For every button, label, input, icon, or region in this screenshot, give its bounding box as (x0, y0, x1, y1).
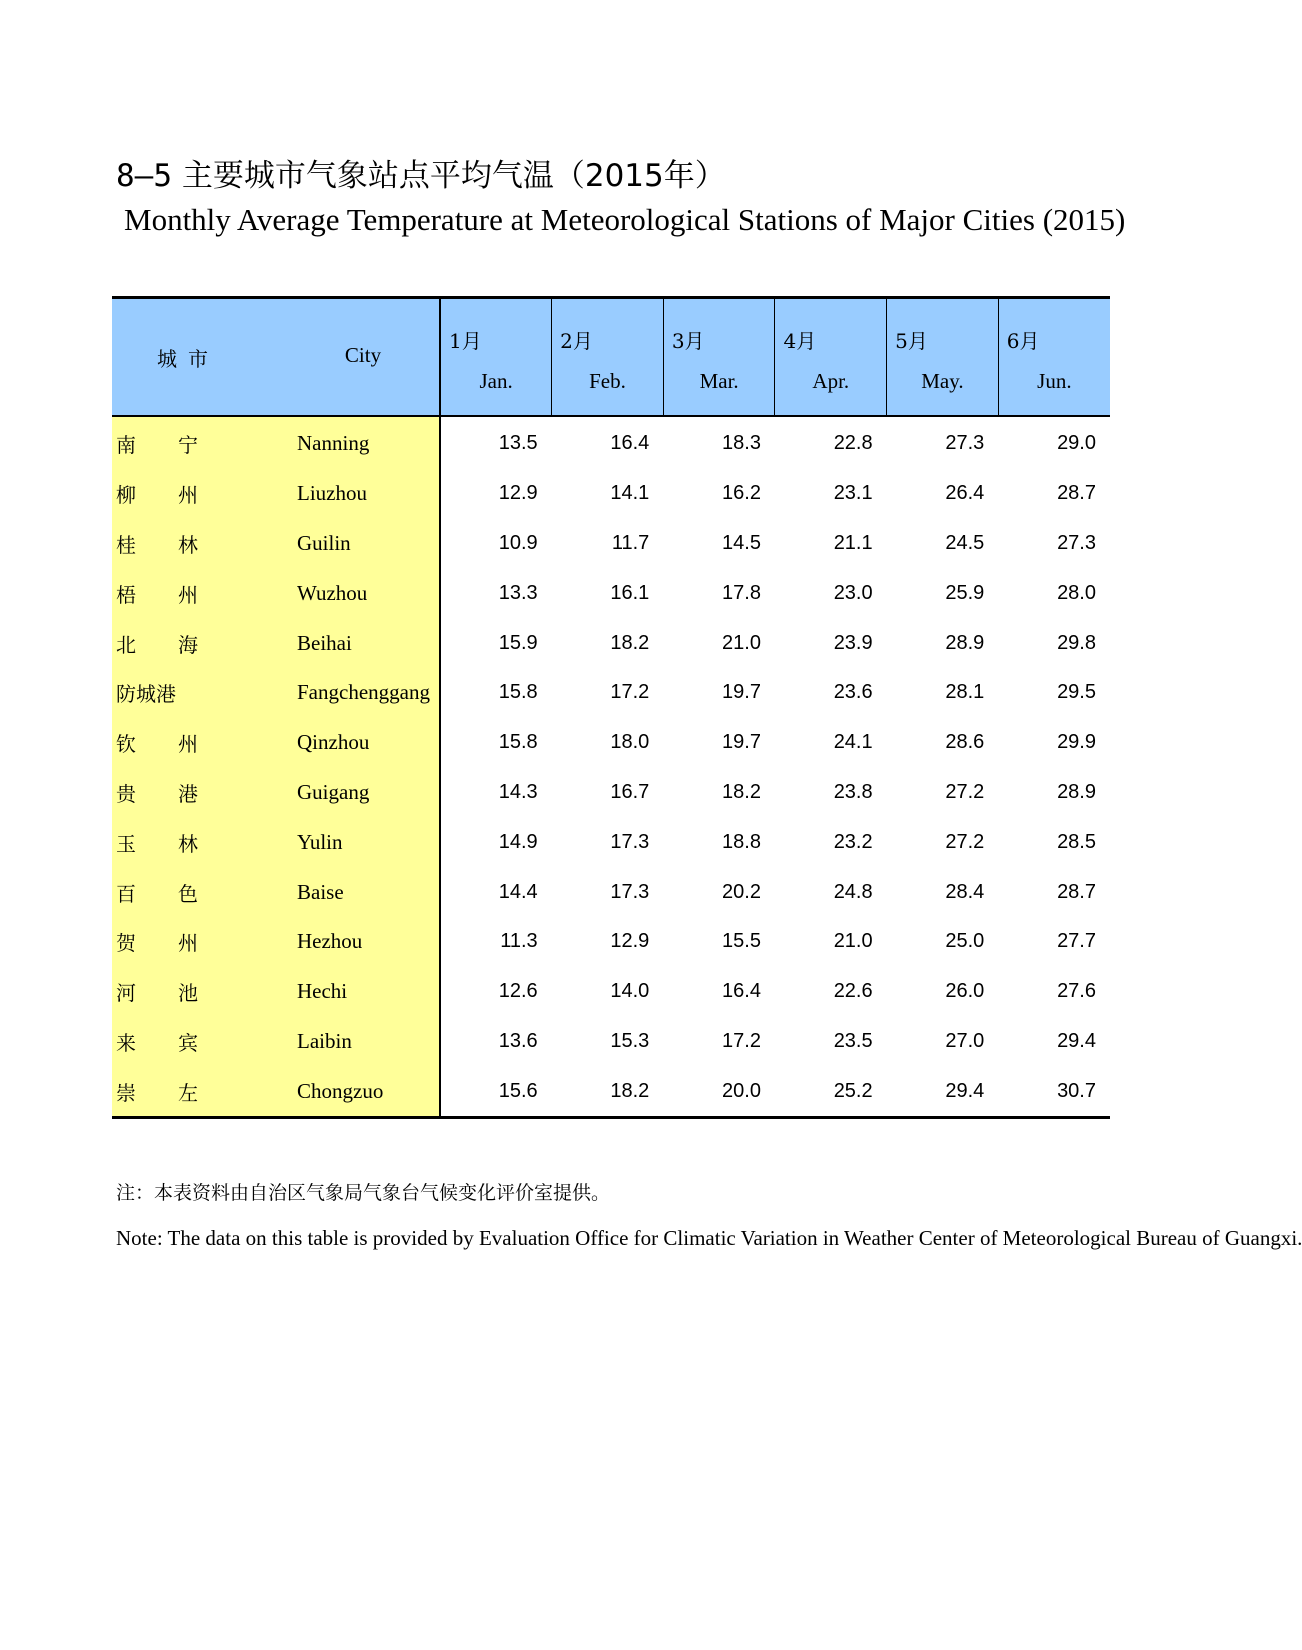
temperature-cell-month-3: 18.2 (722, 780, 761, 803)
temperature-cell-month-2: 14.0 (610, 980, 650, 1003)
temperature-table (112, 296, 1110, 1119)
header-month-4-en: Apr. (812, 369, 850, 393)
city-name-cn-char-2: 州 (178, 483, 198, 508)
temperature-cell-month-2: 16.1 (610, 581, 650, 604)
city-name-cn (112, 917, 287, 967)
temperature-cell-month-2: 18.0 (610, 731, 650, 754)
table-title-en: Monthly Average Temperature at Meteorological Stations of Major Cities (2015) (124, 202, 1126, 237)
city-name-cn (112, 668, 287, 718)
temperature-cell-month-4: 22.8 (833, 432, 873, 455)
city-name-cn-char-2: 宾 (178, 1030, 198, 1055)
table-row (112, 519, 1110, 569)
temperature-cell-month-6: 29.0 (1057, 432, 1096, 455)
temperature-cell-month-5: 27.0 (945, 1029, 985, 1052)
temperature-cell-month-4: 24.1 (833, 731, 873, 754)
temperature-cell-month-1: 13.6 (498, 1029, 538, 1052)
city-name-cn-char-1: 河 (116, 981, 136, 1006)
city-name-cn (112, 967, 287, 1017)
city-name-cn (112, 867, 287, 917)
city-name-en: Hechi (287, 967, 440, 1017)
city-name-cn (112, 416, 287, 469)
city-name-cn-char-1: 北 (116, 632, 136, 657)
temperature-cell-month-2: 12.9 (610, 930, 650, 953)
temperature-cell-month-3: 15.5 (722, 930, 761, 953)
city-name-cn-char-1: 崇 (116, 1080, 136, 1105)
temperature-cell-month-3: 14.5 (722, 531, 761, 554)
temperature-cell-month-2: 17.2 (610, 681, 650, 704)
temperature-cell-month-2: 16.7 (610, 780, 650, 803)
city-name-cn-char-1: 贵 (116, 781, 136, 806)
temperature-cell-month-3: 19.7 (722, 681, 761, 704)
header-month-2 (552, 298, 664, 417)
temperature-cell-month-5: 25.0 (945, 930, 985, 953)
header-month-5-en: May. (921, 369, 964, 393)
city-name-cn (112, 768, 287, 818)
header-month-5-cn: 5月 (895, 329, 928, 353)
city-name-cn-char-1: 贺 (116, 931, 136, 956)
table-row (112, 568, 1110, 618)
city-name-cn (112, 718, 287, 768)
city-name-cn-char-2: 州 (178, 732, 198, 757)
header-month-2-cn: 2月 (560, 329, 593, 353)
temperature-cell-month-4: 23.0 (833, 581, 873, 604)
temperature-cell-month-6: 28.0 (1057, 581, 1096, 604)
temperature-cell-month-5: 24.5 (945, 531, 985, 554)
city-name-cn (112, 469, 287, 519)
city-name-cn-char-2: 左 (178, 1080, 198, 1105)
temperature-cell-month-6: 30.7 (998, 1066, 1110, 1117)
title-cn-text: 主要城市气象站点平均气温（2015年） (181, 158, 726, 194)
temperature-cell-month-1: 15.8 (498, 731, 538, 754)
temperature-cell-month-6: 28.7 (1057, 482, 1096, 505)
temperature-cell-month-3: 17.2 (722, 1029, 761, 1052)
temperature-cell-month-6: 27.6 (1057, 980, 1096, 1003)
temperature-cell-month-3: 20.0 (663, 1066, 775, 1117)
city-name-en: Qinzhou (287, 718, 440, 768)
temperature-cell-month-6: 29.8 (1057, 631, 1096, 654)
temperature-cell-month-3: 19.7 (722, 731, 761, 754)
city-name-cn-char-2: 宁 (178, 433, 198, 458)
temperature-cell-month-1: 11.3 (500, 930, 538, 953)
city-name-en: Guigang (287, 768, 440, 818)
city-name-cn (112, 618, 287, 668)
temperature-cell-month-2: 18.2 (552, 1066, 664, 1117)
city-name-en: Laibin (287, 1017, 440, 1067)
table-row (112, 618, 1110, 668)
city-name-cn-char-2: 海 (178, 632, 198, 657)
table-row (112, 867, 1110, 917)
temperature-cell-month-1: 10.9 (498, 531, 538, 554)
temperature-cell-month-5: 26.4 (945, 482, 985, 505)
header-city-cn-char-2: 市 (188, 347, 208, 371)
temperature-cell-month-4: 23.9 (833, 631, 873, 654)
temperature-cell-month-4: 23.2 (833, 830, 873, 853)
header-city-cn (112, 298, 287, 417)
header-month-6 (998, 298, 1110, 417)
header-month-2-en: Feb. (589, 369, 626, 393)
header-month-3-en: Mar. (699, 369, 739, 393)
city-name-en: Yulin (287, 817, 440, 867)
table-row (112, 967, 1110, 1017)
city-name-en: Beihai (287, 618, 440, 668)
temperature-cell-month-1: 13.3 (498, 581, 538, 604)
temperature-cell-month-4: 23.8 (833, 780, 873, 803)
city-name-cn-char-1: 来 (116, 1030, 136, 1055)
temperature-cell-month-1: 12.9 (498, 482, 538, 505)
temperature-cell-month-1: 14.3 (498, 780, 538, 803)
temperature-cell-month-3: 18.3 (722, 432, 761, 455)
temperature-cell-month-6: 28.5 (1057, 830, 1096, 853)
temperature-cell-month-6: 27.3 (1057, 531, 1096, 554)
header-month-3-cn: 3月 (671, 329, 705, 353)
header-city-en-label: City (344, 343, 382, 367)
temperature-cell-month-5: 27.2 (945, 830, 985, 853)
temperature-cell-month-4: 23.6 (833, 681, 873, 704)
city-name-cn-char-2: 林 (178, 532, 198, 557)
temperature-cell-month-5: 27.2 (945, 780, 985, 803)
note-cn: 注：本表资料由自治区气象局气象台气候变化评价室提供。 (116, 1182, 611, 1204)
header-month-1-en: Jan. (479, 369, 513, 393)
table-title-cn (116, 150, 726, 195)
temperature-cell-month-6: 28.7 (1057, 880, 1096, 903)
temperature-cell-month-3: 16.2 (722, 482, 761, 505)
temperature-cell-month-4: 22.6 (833, 980, 873, 1003)
temperature-cell-month-6: 27.7 (1057, 930, 1096, 953)
city-name-cn-char-1: 百 (116, 881, 136, 906)
table-row (112, 768, 1110, 818)
temperature-cell-month-1: 13.5 (498, 432, 538, 455)
table-number: 8—5 (116, 158, 172, 194)
temperature-cell-month-2: 15.3 (610, 1029, 650, 1052)
table-row (112, 1017, 1110, 1067)
city-name-cn-char-2: 州 (178, 931, 198, 956)
temperature-cell-month-3: 18.8 (722, 830, 761, 853)
temperature-cell-month-2: 17.3 (610, 880, 650, 903)
temperature-cell-month-1: 15.8 (498, 681, 538, 704)
city-name-cn (112, 817, 287, 867)
temperature-cell-month-1: 15.6 (440, 1066, 552, 1117)
city-name-cn-char-1: 柳 (116, 483, 136, 508)
temperature-cell-month-6: 29.9 (1057, 731, 1096, 754)
temperature-cell-month-1: 14.4 (498, 880, 538, 903)
city-name-en: Chongzuo (287, 1066, 440, 1117)
temperature-cell-month-5: 27.3 (945, 432, 985, 455)
temperature-cell-month-1: 15.9 (498, 631, 538, 654)
city-name-cn-char-1: 梧 (116, 582, 136, 607)
temperature-table-container (112, 296, 1110, 1119)
temperature-cell-month-3: 21.0 (722, 631, 761, 654)
temperature-cell-month-6: 29.5 (1057, 681, 1096, 704)
header-month-6-en: Jun. (1037, 369, 1072, 393)
city-name-cn (112, 568, 287, 618)
city-name-cn-char-2: 港 (178, 781, 198, 806)
temperature-cell-month-5: 26.0 (945, 980, 985, 1003)
city-name-cn-char-1: 钦 (116, 732, 136, 757)
temperature-cell-month-2: 18.2 (610, 631, 650, 654)
city-name-cn-char-1: 桂 (116, 532, 136, 557)
header-month-1-cn: 1月 (449, 329, 482, 353)
temperature-cell-month-4: 21.0 (833, 930, 873, 953)
city-name-cn-char-2: 州 (178, 582, 198, 607)
city-name-en: Wuzhou (287, 568, 440, 618)
temperature-cell-month-4: 21.1 (833, 531, 873, 554)
temperature-cell-month-4: 25.2 (775, 1066, 887, 1117)
table-body (112, 416, 1110, 1118)
header-month-4-cn: 4月 (783, 329, 817, 353)
city-name-cn-char-1: 防城港 (116, 682, 176, 707)
temperature-cell-month-5: 28.6 (945, 731, 985, 754)
header-city-en (287, 298, 440, 417)
temperature-cell-month-4: 24.8 (833, 880, 873, 903)
city-name-cn-char-2: 林 (178, 831, 198, 856)
header-city-cn-char-1: 城 (157, 347, 177, 371)
city-name-cn-char-1: 南 (116, 433, 136, 458)
temperature-cell-month-2: 11.7 (611, 531, 650, 554)
temperature-cell-month-5: 28.1 (945, 681, 985, 704)
city-name-cn-char-1: 玉 (116, 831, 136, 856)
city-name-en: Liuzhou (287, 469, 440, 519)
temperature-cell-month-2: 16.4 (610, 432, 650, 455)
temperature-cell-month-6: 29.4 (1057, 1029, 1096, 1052)
city-name-cn-char-2: 色 (178, 881, 198, 906)
header-month-6-cn: 6月 (1006, 329, 1040, 353)
city-name-en: Guilin (287, 519, 440, 569)
temperature-cell-month-4: 23.1 (833, 482, 873, 505)
city-name-en: Fangchenggang (287, 668, 440, 718)
temperature-cell-month-2: 17.3 (610, 830, 650, 853)
temperature-cell-month-3: 17.8 (722, 581, 761, 604)
table-row (112, 416, 1110, 469)
city-name-en: Nanning (287, 416, 440, 469)
temperature-cell-month-1: 14.9 (498, 830, 538, 853)
temperature-cell-month-6: 28.9 (1057, 780, 1096, 803)
city-name-en: Baise (287, 867, 440, 917)
temperature-cell-month-3: 20.2 (722, 880, 761, 903)
header-month-5 (887, 298, 999, 417)
table-row (112, 668, 1110, 718)
temperature-cell-month-5: 29.4 (887, 1066, 999, 1117)
table-header-row (112, 298, 1110, 417)
temperature-cell-month-5: 28.4 (945, 880, 985, 903)
note-en: Note: The data on this table is provided by Evaluation Office for Climatic Variation in Weather Center of Meteorological Bureau of Guangxi. (116, 1226, 1302, 1250)
header-month-3 (663, 298, 775, 417)
temperature-cell-month-3: 16.4 (722, 980, 761, 1003)
city-name-cn (112, 1017, 287, 1067)
city-name-cn (112, 519, 287, 569)
temperature-cell-month-2: 14.1 (610, 482, 650, 505)
temperature-cell-month-5: 28.9 (945, 631, 985, 654)
city-name-en: Hezhou (287, 917, 440, 967)
city-name-cn (112, 1066, 287, 1117)
table-row (112, 1066, 1110, 1117)
header-month-4 (775, 298, 887, 417)
temperature-cell-month-1: 12.6 (498, 980, 538, 1003)
table-row (112, 718, 1110, 768)
city-name-cn-char-2: 池 (178, 981, 198, 1006)
temperature-cell-month-4: 23.5 (833, 1029, 873, 1052)
table-row (112, 917, 1110, 967)
table-row (112, 817, 1110, 867)
header-month-1 (440, 298, 552, 417)
temperature-cell-month-5: 25.9 (945, 581, 985, 604)
table-row (112, 469, 1110, 519)
